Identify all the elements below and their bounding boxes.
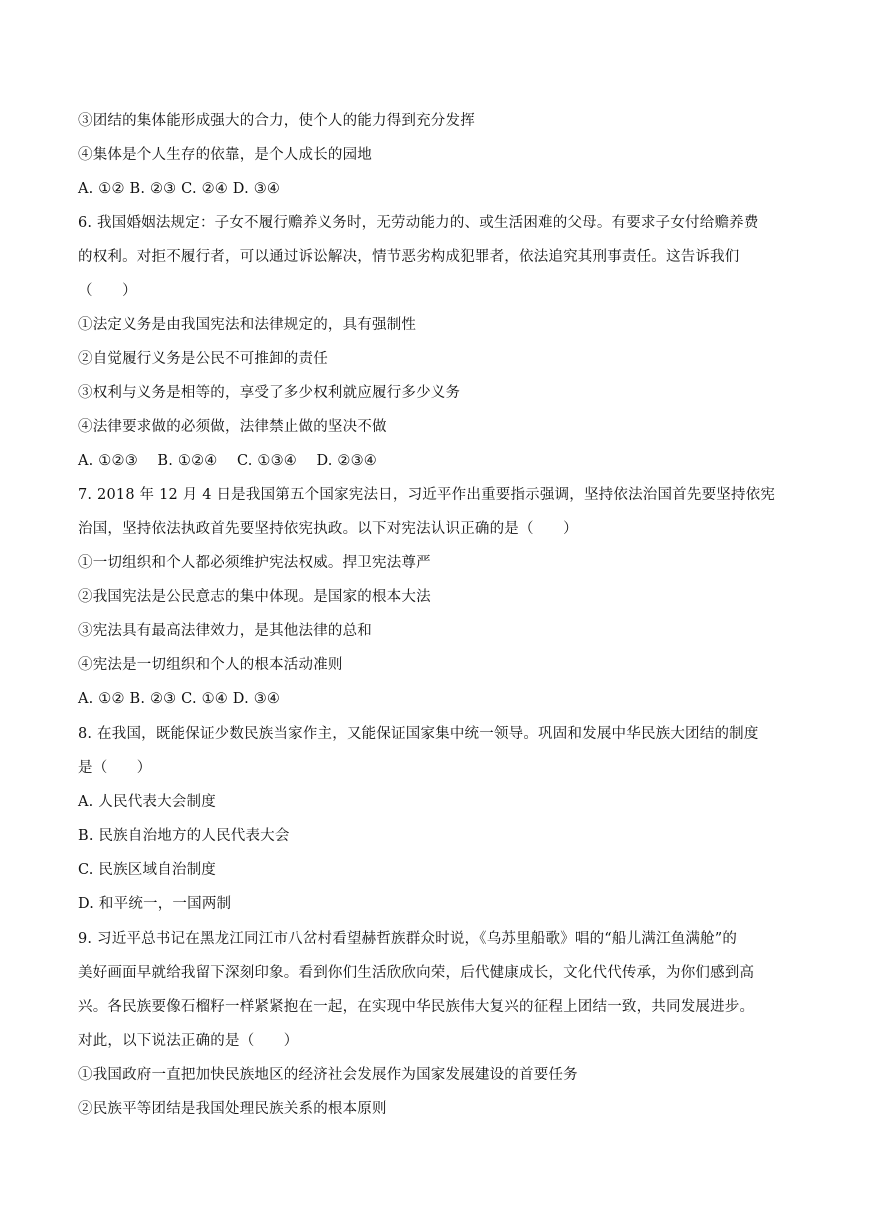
- text-line: ④集体是个人生存的依靠，是个人成长的园地: [78, 147, 372, 163]
- text-line: 兴。各民族要像石榴籽一样紧紧抱在一起，在实现中华民族伟大复兴的征程上团结一致，共同发展进步。: [78, 999, 755, 1015]
- text-line: ②自觉履行义务是公民不可推卸的责任: [78, 351, 328, 367]
- text-line: （ ）: [78, 283, 137, 299]
- text-line: B. 民族自治地方的人民代表大会: [78, 828, 290, 844]
- text-line: ②民族平等团结是我国处理民族关系的根本原则: [78, 1101, 387, 1117]
- text-line: 治国，坚持依法执政首先要坚持依宪执政。以下对宪法认识正确的是（ ）: [78, 521, 578, 537]
- text-line: A. ①②③ B. ①②④ C. ①③④ D. ②③④: [78, 453, 378, 469]
- text-line: ③团结的集体能形成强大的合力，使个人的能力得到充分发挥: [78, 113, 475, 129]
- text-line: 6. 我国婚姻法规定：子女不履行赡养义务时，无劳动能力的、或生活困难的父母。有要求子女付给赡养费: [78, 215, 759, 231]
- text-line: 美好画面早就给我留下深刻印象。看到你们生活欣欣向荣，后代健康成长，文化代代传承，为你们感到高: [78, 965, 755, 981]
- text-line: ②我国宪法是公民意志的集中体现。是国家的根本大法: [78, 589, 431, 605]
- text-line: ①法定义务是由我国宪法和法律规定的，具有强制性: [78, 317, 417, 333]
- text-line: 是（ ）: [78, 760, 152, 776]
- text-line: ③宪法具有最高法律效力，是其他法律的总和: [78, 623, 372, 639]
- text-line: 7. 2018 年 12 月 4 日是我国第五个国家宪法日，习近平作出重要指示强调，坚持依法治国首先要坚持依宪: [78, 487, 776, 503]
- text-line: 8. 在我国，既能保证少数民族当家作主，又能保证国家集中统一领导。巩固和发展中华民族大团结的制度: [78, 726, 759, 742]
- text-line: ①一切组织和个人都必须维护宪法权威。捍卫宪法尊严: [78, 555, 431, 571]
- text-line: ④宪法是一切组织和个人的根本活动准则: [78, 657, 343, 673]
- text-line: A. ①② B. ②③ C. ②④ D. ③④: [78, 181, 281, 197]
- text-line: ①我国政府一直把加快民族地区的经济社会发展作为国家发展建设的首要任务: [78, 1067, 578, 1083]
- text-line: 对此，以下说法正确的是（ ）: [78, 1033, 299, 1049]
- text-line: A. 人民代表大会制度: [78, 794, 216, 810]
- text-line: D. 和平统一，一国两制: [78, 896, 232, 912]
- text-line: ④法律要求做的必须做，法律禁止做的坚决不做: [78, 419, 387, 435]
- text-line: ③权利与义务是相等的，享受了多少权利就应履行多少义务: [78, 385, 461, 401]
- text-line: C. 民族区域自治制度: [78, 862, 216, 878]
- text-line: A. ①② B. ②③ C. ①④ D. ③④: [78, 691, 281, 707]
- text-line: 的权利。对拒不履行者，可以通过诉讼解决，情节恶劣构成犯罪者，依法追究其刑事责任。这告诉我们: [78, 249, 740, 265]
- text-line: 9. 习近平总书记在黑龙江同江市八岔村看望赫哲族群众时说，《乌苏里船歌》唱的“船儿满江鱼满舱”的: [78, 931, 738, 947]
